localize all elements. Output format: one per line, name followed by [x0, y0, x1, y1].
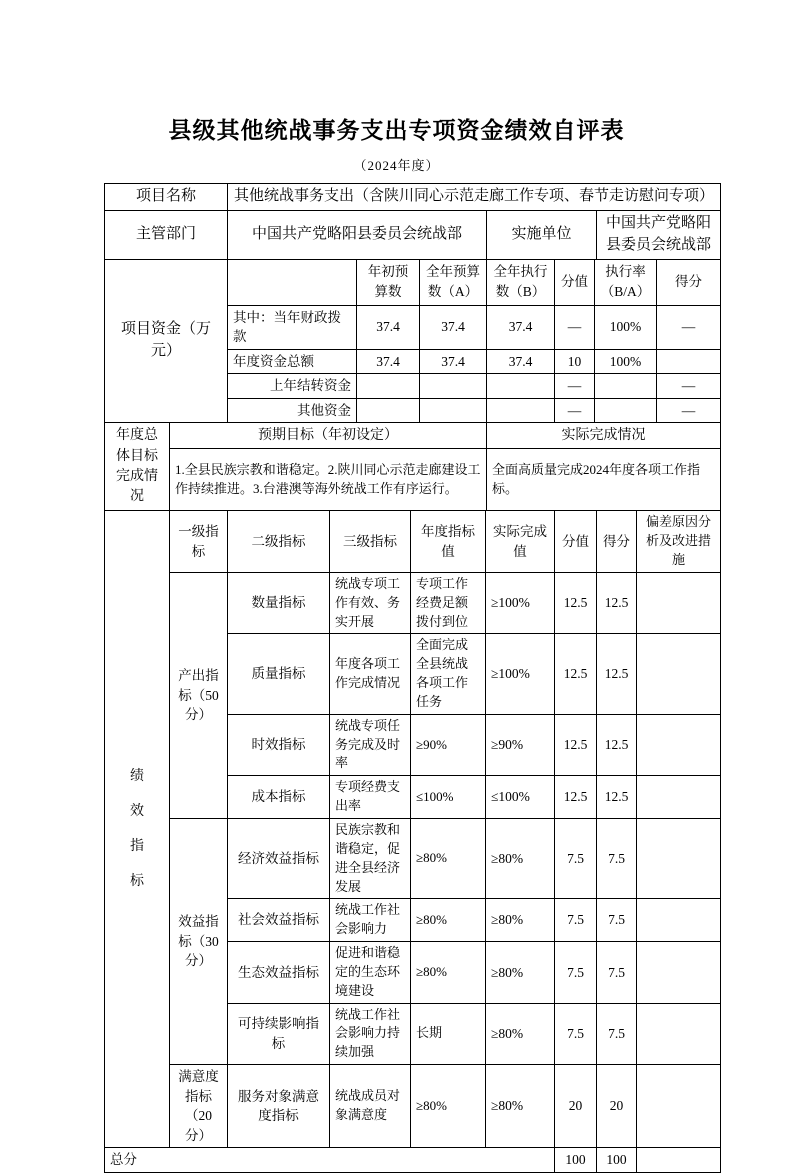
indicator-actual: ≥80% — [486, 899, 555, 942]
header-target: 年度指标值 — [411, 511, 486, 573]
indicator-level2: 社会效益指标 — [228, 899, 330, 942]
indicator-row — [105, 1065, 721, 1148]
fund-annual-value — [420, 374, 487, 399]
indicator-level3: 专项经费支出率 — [330, 776, 411, 819]
indicator-target: 全面完成全县统战各项工作任务 — [411, 634, 486, 714]
fund-initial-value — [357, 374, 420, 399]
table-row — [105, 184, 721, 211]
expected-goal-header: 预期目标（年初设定） — [170, 423, 487, 449]
indicator-score: 12.5 — [597, 714, 637, 776]
indicator-target: ≥80% — [411, 1065, 486, 1148]
indicator-deviation — [637, 899, 721, 942]
fund-initial-value — [357, 398, 420, 423]
indicator-weight: 7.5 — [555, 1003, 597, 1065]
group-name-output: 产出指标（50分） — [170, 572, 228, 818]
indicator-header-row — [105, 511, 721, 573]
vertical-label: 绩效指标 — [129, 769, 144, 890]
page-subtitle: （2024年度） — [353, 158, 440, 173]
indicator-level3: 年度各项工作完成情况 — [330, 634, 411, 714]
indicator-level3: 统战工作社会影响力 — [330, 899, 411, 942]
table-row — [105, 259, 721, 305]
fund-executed-value: 37.4 — [487, 349, 555, 374]
fund-annual-value — [420, 398, 487, 423]
indicator-score: 7.5 — [597, 818, 637, 898]
indicator-row — [105, 572, 721, 634]
indicator-deviation — [637, 714, 721, 776]
dept-value: 中国共产党略阳县委员会统战部 — [228, 211, 487, 260]
page-title: 县级其他统战事务支出专项资金绩效自评表 — [168, 117, 625, 143]
indicator-level2: 质量指标 — [228, 634, 330, 714]
indicator-weight: 7.5 — [555, 942, 597, 1004]
fund-initial-value: 37.4 — [357, 349, 420, 374]
total-weight: 100 — [555, 1148, 597, 1173]
actual-completion-header: 实际完成情况 — [487, 423, 721, 449]
indicator-weight: 7.5 — [555, 899, 597, 942]
fund-weight-value: 10 — [555, 349, 595, 374]
header-level1: 一级指标 — [170, 511, 228, 573]
fund-annual-value: 37.4 — [420, 349, 487, 374]
fund-annual-value: 37.4 — [420, 305, 487, 349]
indicator-level3: 统战成员对象满意度 — [330, 1065, 411, 1148]
fund-score-value: — — [657, 398, 721, 423]
indicator-weight: 12.5 — [555, 776, 597, 819]
indicator-deviation — [637, 818, 721, 898]
total-label: 总分 — [105, 1148, 555, 1173]
funds-header-weight: 分值 — [555, 259, 595, 305]
indicator-level3: 促进和谐稳定的生态环境建设 — [330, 942, 411, 1004]
project-info-table — [104, 183, 721, 260]
indicator-deviation — [637, 776, 721, 819]
indicator-level2: 数量指标 — [228, 572, 330, 634]
indicator-target: ≥80% — [411, 899, 486, 942]
fund-score-value: — — [657, 374, 721, 399]
header-score: 得分 — [597, 511, 637, 573]
fund-weight-value: — — [555, 398, 595, 423]
indicator-score: 12.5 — [597, 634, 637, 714]
evaluation-table — [104, 183, 720, 1173]
empty-cell — [637, 1148, 721, 1173]
actual-completion-text: 全面高质量完成2024年度各项工作指标。 — [487, 449, 721, 511]
project-funds-table — [104, 259, 721, 424]
indicator-score: 7.5 — [597, 942, 637, 1004]
indicator-level3: 统战专项任务完成及时率 — [330, 714, 411, 776]
indicator-level3: 统战工作社会影响力持续加强 — [330, 1003, 411, 1065]
indicator-actual: ≥80% — [486, 1003, 555, 1065]
table-row — [105, 449, 721, 511]
indicator-weight: 12.5 — [555, 572, 597, 634]
indicator-actual: ≥80% — [486, 942, 555, 1004]
header-deviation: 偏差原因分析及改进措施 — [637, 511, 721, 573]
indicator-deviation — [637, 942, 721, 1004]
indicator-target: ≥90% — [411, 714, 486, 776]
project-name-label: 项目名称 — [105, 184, 228, 211]
indicator-actual: ≥80% — [486, 1065, 555, 1148]
group-name-benefit: 效益指标（30分） — [170, 818, 228, 1064]
indicator-actual: ≥100% — [486, 634, 555, 714]
indicator-score: 12.5 — [597, 572, 637, 634]
indicator-score: 7.5 — [597, 1003, 637, 1065]
indicator-target: 专项工作经费足额拨付到位 — [411, 572, 486, 634]
indicator-score: 12.5 — [597, 776, 637, 819]
fund-rate-value: 100% — [595, 305, 657, 349]
indicator-actual: ≥80% — [486, 818, 555, 898]
empty-cell — [228, 259, 357, 305]
fund-executed-value — [487, 398, 555, 423]
funds-header-score: 得分 — [657, 259, 721, 305]
indicator-actual: ≥100% — [486, 572, 555, 634]
group-name-satisfaction: 满意度指标（20分） — [170, 1065, 228, 1148]
indicator-weight: 12.5 — [555, 634, 597, 714]
fund-weight-value: — — [555, 305, 595, 349]
header-actual: 实际完成值 — [486, 511, 555, 573]
fund-row-name: 其他资金 — [228, 398, 357, 423]
indicator-deviation — [637, 1065, 721, 1148]
performance-indicators-table — [104, 510, 721, 1173]
total-score: 100 — [597, 1148, 637, 1173]
indicator-deviation — [637, 1003, 721, 1065]
indicator-actual: ≤100% — [486, 776, 555, 819]
fund-rate-value: 100% — [595, 349, 657, 374]
fund-initial-value: 37.4 — [357, 305, 420, 349]
indicator-target: ≤100% — [411, 776, 486, 819]
indicator-level2: 经济效益指标 — [228, 818, 330, 898]
table-row — [105, 211, 721, 260]
indicator-weight: 7.5 — [555, 818, 597, 898]
dept-label: 主管部门 — [105, 211, 228, 260]
fund-row-name: 年度资金总额 — [228, 349, 357, 374]
fund-row-name: 其中：当年财政拨款 — [228, 305, 357, 349]
funds-header-initial: 年初预算数 — [357, 259, 420, 305]
indicator-level2: 生态效益指标 — [228, 942, 330, 1004]
indicator-deviation — [637, 634, 721, 714]
indicator-deviation — [637, 572, 721, 634]
funds-label: 项目资金（万元） — [105, 259, 228, 423]
fund-score-value — [657, 349, 721, 374]
fund-executed-value: 37.4 — [487, 305, 555, 349]
annual-goal-label: 年度总体目标完成情况 — [105, 423, 170, 511]
fund-weight-value: — — [555, 374, 595, 399]
funds-header-executed: 全年执行数（B） — [487, 259, 555, 305]
fund-executed-value — [487, 374, 555, 399]
expected-goal-text: 1.全县民族宗教和谐稳定。2.陕川同心示范走廊建设工作持续推进。3.台港澳等海外统战工作有序运行。 — [170, 449, 487, 511]
header-level3: 三级指标 — [330, 511, 411, 573]
annual-goal-table — [104, 422, 721, 511]
performance-indicator-corner-label — [105, 511, 170, 1148]
funds-header-annual: 全年预算数（A） — [420, 259, 487, 305]
indicator-target: 长期 — [411, 1003, 486, 1065]
indicator-row — [105, 818, 721, 898]
indicator-level2: 可持续影响指标 — [228, 1003, 330, 1065]
header-weight: 分值 — [555, 511, 597, 573]
fund-score-value: — — [657, 305, 721, 349]
indicator-weight: 12.5 — [555, 714, 597, 776]
indicator-target: ≥80% — [411, 818, 486, 898]
indicator-score: 20 — [597, 1065, 637, 1148]
impl-unit-value: 中国共产党略阳县委员会统战部 — [597, 211, 721, 260]
fund-row-name: 上年结转资金 — [228, 374, 357, 399]
project-name-value: 其他统战事务支出（含陕川同心示范走廊工作专项、春节走访慰问专项） — [228, 184, 721, 211]
indicator-level2: 服务对象满意度指标 — [228, 1065, 330, 1148]
indicator-level2: 成本指标 — [228, 776, 330, 819]
indicator-level3: 民族宗教和谐稳定，促进全县经济发展 — [330, 818, 411, 898]
fund-rate-value — [595, 374, 657, 399]
indicator-weight: 20 — [555, 1065, 597, 1148]
fund-rate-value — [595, 398, 657, 423]
indicator-level3: 统战专项工作有效、务实开展 — [330, 572, 411, 634]
header-level2: 二级指标 — [228, 511, 330, 573]
indicator-actual: ≥90% — [486, 714, 555, 776]
indicator-target: ≥80% — [411, 942, 486, 1004]
indicator-score: 7.5 — [597, 899, 637, 942]
table-row — [105, 423, 721, 449]
funds-header-rate: 执行率（B/A） — [595, 259, 657, 305]
indicator-level2: 时效指标 — [228, 714, 330, 776]
impl-unit-label: 实施单位 — [487, 211, 597, 260]
total-row — [105, 1148, 721, 1173]
